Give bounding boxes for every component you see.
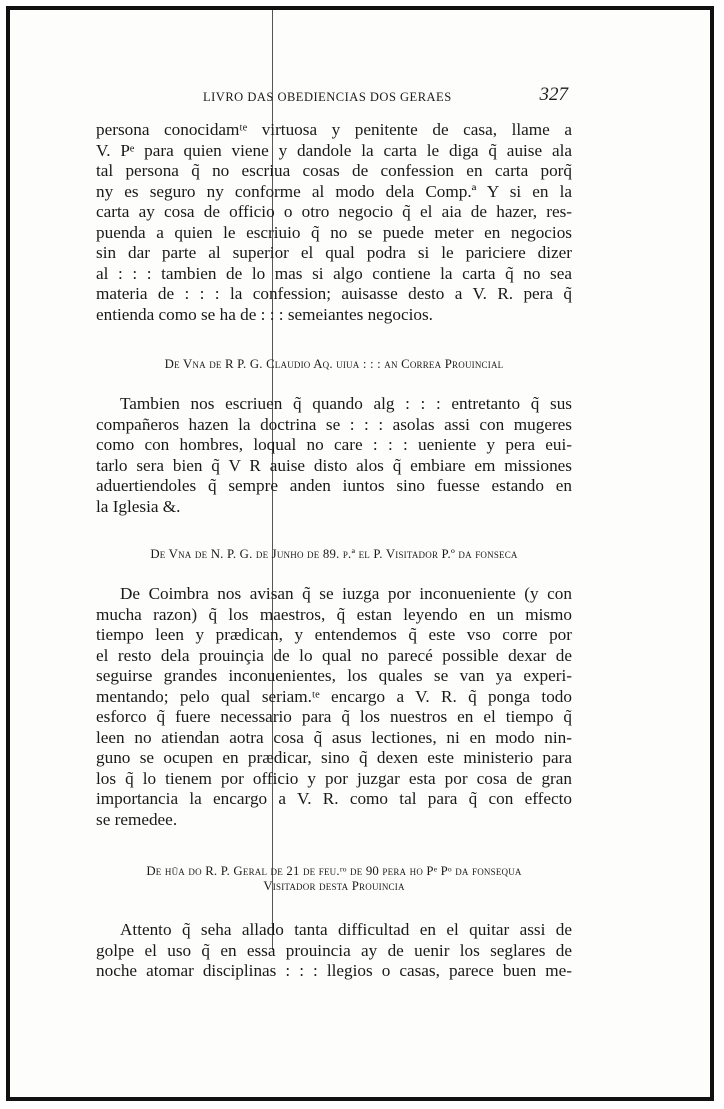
heading-line: De hũa do R. P. Geral de 21 de feu.ʳᵒ de 90 pera ho Pᵉ Pᵒ da fonsequa [146, 864, 522, 878]
text-line: Attento q̃ seha allado tanta difficultad en el quitar assi de [120, 920, 572, 939]
text-line: tarlo sera bien q̃ V R auise disto alos q̃ embiare em missiones [96, 455, 572, 475]
text-line: Tambien nos escriuen q̃ quando alg : : : entretanto q̃ sus [120, 394, 572, 413]
text-line: mentando; pelo qual seriam.ᵗᵉ encargo a V. R. q̃ ponga todo [96, 686, 572, 706]
page-header [96, 80, 572, 114]
text-line: golpe el uso q̃ en essa prouincia ay de uenir los seglares de [96, 940, 572, 960]
heading-line: Visitador desta Prouincia [263, 879, 405, 893]
text-line: importancia la encargo a V. R. como tal para q̃ con effecto [96, 789, 572, 808]
paragraph-letter-3 [96, 920, 572, 982]
heading-line: De Vna de R P. G. Claudio Aq. uiua : : : an Correa Prouincial [164, 357, 504, 371]
text-line: esforco q̃ fuere necessario para q̃ los nuestros en el tiempo q̃ [96, 707, 572, 726]
text-line: tiempo leen y prædican, y entendemos q̃ este vso corre por [96, 625, 572, 644]
heading-line: De Vna de N. P. G. de Junho de 89. p.ª el P. Visitador P.º da fonseca [150, 547, 518, 561]
text-line: el resto dela prouinçia de lo qual no parecé possible dexar de [96, 645, 572, 665]
paragraph-continuation [96, 120, 572, 325]
running-head: LIVRO DAS OBEDIENCIAS DOS GERAES [203, 90, 452, 104]
text-line: puenda a quien le escriuio q̃ no se puede meter en negocios [96, 222, 572, 242]
text-line: aduertiendoles q̃ sempre anden iuntos sino fuesse estando en [96, 476, 572, 495]
text-line: materia de : : : la confession; auisasse desto a V. R. pera q̃ [96, 284, 572, 303]
text-line: mucha razon) q̃ los maestros, q̃ estan leyendo en un mismo [96, 604, 572, 624]
text-line: ny es seguro ny conforme al modo dela Comp.ª Y si en la [96, 181, 572, 201]
text-line: como con hombres, loqual no care : : : ueniente y pera eui- [96, 435, 572, 454]
paragraph-letter-2 [96, 584, 572, 830]
page-number: 327 [539, 84, 568, 105]
text-line: compañeros hazen la doctrina se : : : asolas assi con mugeres [96, 414, 572, 434]
text-line: seguirse grandes inconuenientes, los quales se van ya experi- [96, 666, 572, 685]
text-line: carta ay cosa de officio o otro negocio q̃ el aia de hazer, res- [96, 202, 572, 221]
paragraph-letter-1 [96, 394, 572, 517]
book-page [96, 80, 572, 982]
text-line: la Iglesia &. [96, 496, 181, 516]
text-line: noche atomar disciplinas : : : llegios o casas, parece buen me- [96, 961, 572, 980]
section-heading [96, 547, 572, 562]
text-line: De Coimbra nos avisan q̃ se iuzga por inconueniente (y con [120, 584, 572, 603]
section-heading [96, 864, 572, 894]
text-line: persona conocidamᵗᵉ virtuosa y penitente de casa, llame a [96, 120, 572, 139]
text-line: leen no atiendan aotra cosa q̃ asus lectiones, ni en modo nin- [96, 727, 572, 747]
text-line: al : : : tambien de lo mas si algo contiene la carta q̃ no sea [96, 263, 572, 283]
text-line: los q̃ lo tienem por officio y por juzgar esta por cosa de gran [96, 768, 572, 788]
text-line: entienda como se ha de : : : semeiantes negocios. [96, 304, 433, 324]
section-heading [96, 357, 572, 372]
text-line: se remedee. [96, 809, 178, 829]
text-line: V. Pᵉ para quien viene y dandole la carta le diga q̃ auise ala [96, 140, 572, 160]
text-line: sin dar parte al superior el qual podra si le pariciere dizer [96, 243, 572, 262]
text-line: tal persona q̃ no escriua cosas de confession en carta porq̃ [96, 161, 572, 180]
text-line: guno se ocupen en prædicar, sino q̃ dexen este ministerio para [96, 748, 572, 767]
